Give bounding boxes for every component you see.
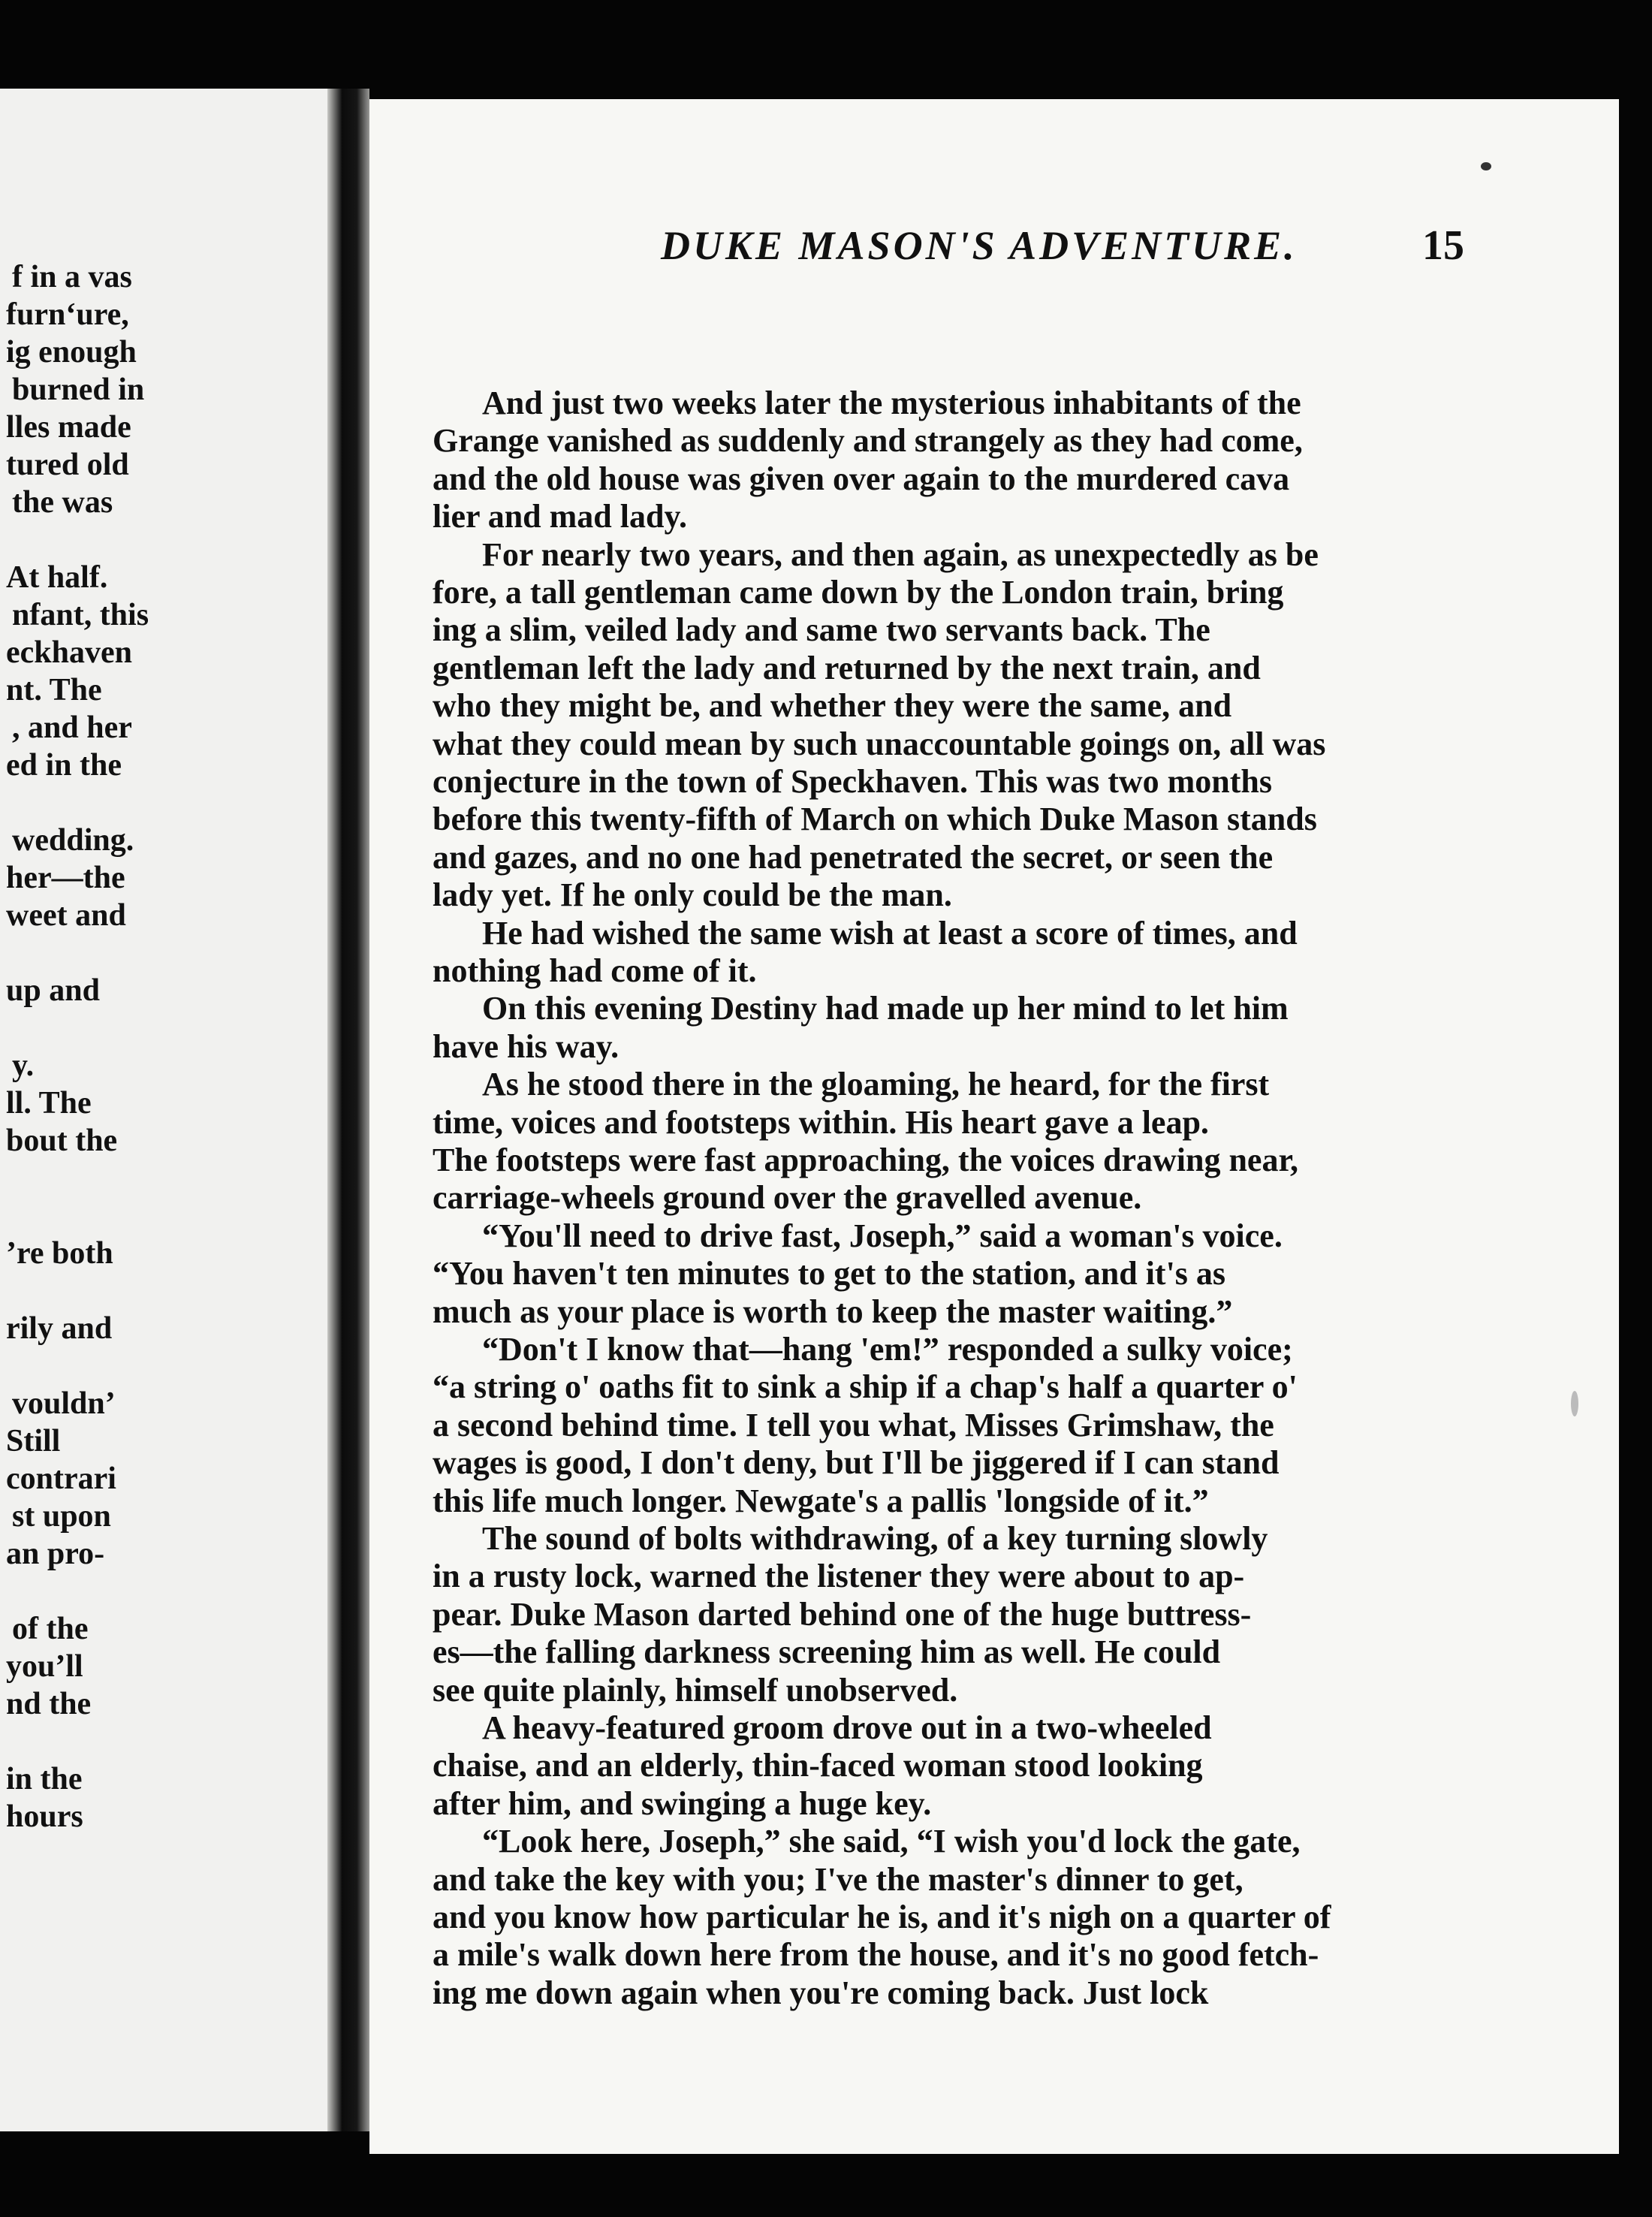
left-page-fragment: weet and [6, 898, 126, 933]
text-line: gentleman left the lady and returned by the next train, and [433, 649, 1261, 686]
left-page-fragment: nt. The [6, 673, 102, 707]
text-line: ing me down again when you're coming back. Just lock [433, 1974, 1209, 2011]
left-page-fragment: ed in the [6, 748, 122, 783]
text-line: this life much longer. Newgate's a pallis 'longside of it.” [433, 1482, 1209, 1519]
ink-speck [1571, 1391, 1578, 1416]
text-line: “You haven't ten minutes to get to the station, and it's as [433, 1255, 1226, 1292]
text-line: a mile's walk down here from the house, and it's no good fetch- [433, 1936, 1319, 1974]
left-page-fragment: eckhaven [6, 635, 132, 670]
left-page-fragment: her—the [6, 861, 125, 895]
text-line: “Don't I know that—hang 'em!” responded a sulky voice; [482, 1331, 1293, 1368]
left-page-fragment: f in a vas [12, 260, 132, 294]
text-line: And just two weeks later the mysterious inhabitants of the [482, 385, 1301, 421]
book-gutter [327, 89, 369, 2131]
left-page-fragment: ’re both [6, 1236, 113, 1271]
text-line: A heavy-featured groom drove out in a two-wheeled [482, 1709, 1212, 1746]
text-line: and gazes, and no one had penetrated the secret, or seen the [433, 838, 1274, 876]
page-number: 15 [1422, 222, 1464, 269]
body-text [369, 99, 1619, 2154]
text-line: conjecture in the town of Speckhaven. This was two months [433, 763, 1273, 800]
left-page-fragment: y. [12, 1048, 35, 1083]
text-line: For nearly two years, and then again, as unexpectedly as be [482, 535, 1319, 573]
text-line: ing a slim, veiled lady and same two servants back. The [433, 611, 1210, 649]
text-line: lady yet. If he only could be the man. [433, 876, 952, 914]
left-page-fragment: ig enough [6, 335, 137, 370]
text-line: who they might be, and whether they were the same, and [433, 687, 1232, 725]
text-line: On this evening Destiny had made up her mind to let him [482, 990, 1289, 1027]
left-page-fragment: vouldn’ [12, 1386, 116, 1421]
left-page-fragment: in the [6, 1762, 83, 1796]
left-page-fragment: At half. [6, 560, 108, 595]
text-line: nothing had come of it. [433, 952, 757, 989]
text-line: The sound of bolts withdrawing, of a key turning slowly [482, 1520, 1268, 1557]
left-page-fragment: burned in [12, 373, 145, 407]
left-page [0, 89, 327, 2131]
text-line: much as your place is worth to keep the master waiting.” [433, 1292, 1233, 1330]
text-line: fore, a tall gentleman came down by the London train, bring [433, 574, 1284, 611]
text-line: what they could mean by such unaccountable goings on, all was [433, 725, 1326, 762]
left-page-fragment: bout the [6, 1124, 118, 1158]
text-line: “a string o' oaths fit to sink a ship if a chap's half a quarter o' [433, 1368, 1298, 1406]
left-page-fragment: the was [12, 485, 113, 520]
right-page [369, 99, 1619, 2154]
text-line: a second behind time. I tell you what, Misses Grimshaw, the [433, 1406, 1274, 1443]
text-line: The footsteps were fast approaching, the voices drawing near, [433, 1142, 1298, 1178]
left-page-fragment: lles made [6, 410, 131, 445]
text-line: pear. Duke Mason darted behind one of the huge buttress- [433, 1595, 1252, 1633]
text-line: before this twenty-fifth of March on which Duke Mason stands [433, 801, 1317, 838]
text-line: time, voices and footsteps within. His heart gave a leap. [433, 1103, 1209, 1141]
left-page-fragment: of the [12, 1612, 89, 1646]
text-line: “Look here, Joseph,” she said, “I wish you'd lock the gate, [482, 1823, 1301, 1860]
text-line: es—the falling darkness screening him as well. He could [433, 1633, 1221, 1671]
left-page-fragment: ll. The [6, 1086, 92, 1121]
text-line: “You'll need to drive fast, Joseph,” said a woman's voice. [482, 1217, 1283, 1254]
text-line: in a rusty lock, warned the listener they were about to ap- [433, 1558, 1245, 1595]
running-head: DUKE MASON'S ADVENTURE. [661, 223, 1298, 268]
left-page-fragment: , and her [12, 710, 132, 745]
left-page-fragment: furn‘ure, [6, 297, 129, 332]
left-page-fragment: an pro- [6, 1537, 105, 1571]
left-page-fragment: hours [6, 1799, 83, 1834]
left-page-fragment: nfant, this [12, 598, 149, 632]
left-page-fragment: nd the [6, 1687, 92, 1721]
left-page-fragment: rily and [6, 1311, 113, 1346]
text-line: after him, and swinging a huge key. [433, 1784, 932, 1822]
text-line: see quite plainly, himself unobserved. [433, 1671, 958, 1709]
text-line: As he stood there in the gloaming, he heard, for the first [482, 1066, 1270, 1103]
text-line: chaise, and an elderly, thin-faced woman stood looking [433, 1747, 1203, 1784]
left-page-fragment: contrari [6, 1461, 116, 1496]
text-line: carriage-wheels ground over the gravelled avenue. [433, 1179, 1142, 1217]
text-line: and you know how particular he is, and it's nigh on a quarter of [433, 1899, 1331, 1935]
left-page-fragment: Still [6, 1424, 61, 1458]
ink-speck [1481, 162, 1491, 170]
text-line: have his way. [433, 1027, 620, 1065]
text-line: He had wished the same wish at least a score of times, and [482, 914, 1298, 952]
left-page-fragment: wedding. [12, 823, 134, 858]
left-page-fragment: you’ll [6, 1649, 83, 1684]
text-line: lier and mad lady. [433, 498, 688, 535]
left-page-fragment: tured old [6, 448, 129, 482]
text-line: Grange vanished as suddenly and strangely as they had come, [433, 422, 1303, 460]
text-line: wages is good, I don't deny, but I'll be jiggered if I can stand [433, 1444, 1280, 1482]
left-page-fragment: st upon [12, 1499, 111, 1534]
text-line: and take the key with you; I've the master's dinner to get, [433, 1860, 1244, 1898]
text-line: and the old house was given over again to the murdered cava [433, 460, 1290, 497]
left-page-fragment: up and [6, 973, 100, 1008]
